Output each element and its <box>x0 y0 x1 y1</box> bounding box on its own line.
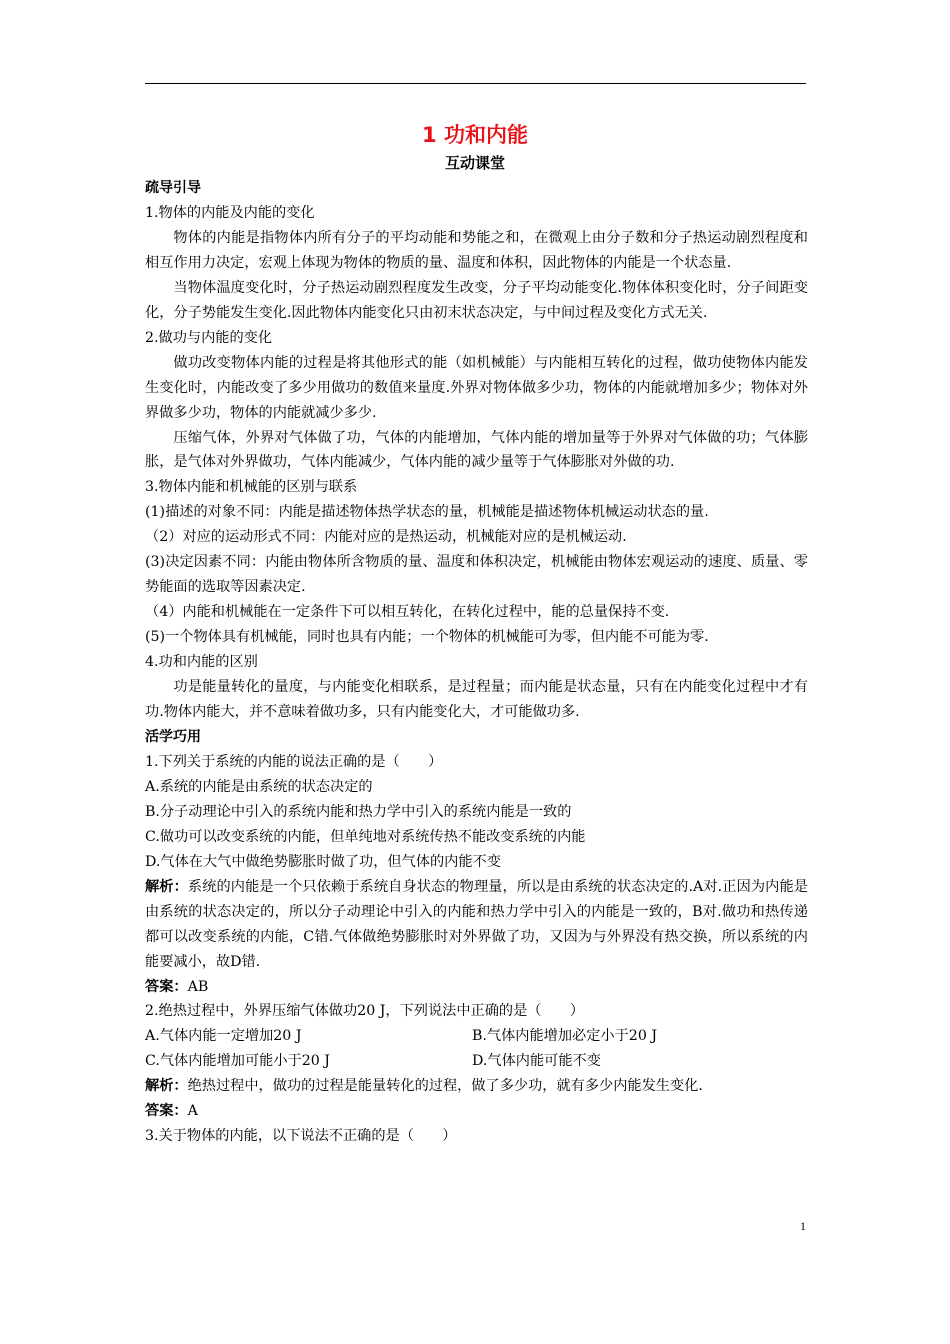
answer-label: 答案： <box>145 1103 188 1120</box>
option-b: B.分子动理论中引入的系统内能和热力学中引入的系统内能是一致的 <box>145 803 572 820</box>
list-item: (1)描述的对象不同：内能是描述物体热学状态的量，机械能是描述物体机械运动状态的量. <box>145 504 709 521</box>
answer-text: A <box>187 1103 198 1120</box>
analysis <box>145 875 808 975</box>
page-subtitle: 互动课堂 <box>444 154 505 172</box>
option-a: A.系统的内能是由系统的状态决定的 <box>145 778 373 795</box>
subsection-heading: 4.功和内能的区别 <box>145 654 258 671</box>
answer-label: 答案： <box>145 978 188 995</box>
analysis <box>145 1074 808 1099</box>
option-c: C.气体内能增加可能小于20 J <box>145 1053 330 1070</box>
section-heading: 疏导引导 <box>145 180 201 196</box>
analysis-text: 绝热过程中，做功的过程是能量转化的过程，做了多少功，就有多少内能发生变化. <box>187 1078 703 1095</box>
subsection-heading: 2.做功与内能的变化 <box>145 329 273 346</box>
analysis-label: 解析： <box>145 878 188 895</box>
document-body <box>145 176 808 1149</box>
answer <box>145 975 808 1000</box>
answer-text: AB <box>187 978 209 995</box>
page-number: 1 <box>800 1219 806 1233</box>
page-title: 1 功和内能 <box>422 123 528 147</box>
paragraph: 当物体温度变化时，分子热运动剧烈程度发生改变，分子平均动能变化.物体体积变化时，分子间距变化，分子势能发生变化.因此物体内能变化只由初末状态决定，与中间过程及变化方式无关. <box>145 279 808 321</box>
paragraph: 功是能量转化的量度，与内能变化相联系，是过程量；而内能是状态量，只有在内能变化过程中才有功.物体内能大，并不意味着做功多，只有内能变化大，才可能做功多. <box>145 679 808 721</box>
option-d: D.气体内能可能不变 <box>472 1053 601 1070</box>
list-item: (3)决定因素不同：内能由物体所含物质的量、温度和体积决定，机械能由物体宏观运动的速度、质量、零势能面的选取等因素决定. <box>145 554 808 596</box>
option-d: D.气体在大气中做绝势膨胀时做了功，但气体的内能不变 <box>145 853 501 870</box>
options-row <box>145 1024 808 1049</box>
list-item: (5)一个物体具有机械能，同时也具有内能；一个物体的机械能可为零，但内能不可能为零. <box>145 629 709 646</box>
question-stem: 3.关于物体的内能，以下说法不正确的是（ ） <box>145 1128 457 1145</box>
option-c: C.做功可以改变系统的内能，但单纯地对系统传热不能改变系统的内能 <box>145 828 586 845</box>
paragraph: 物体的内能是指物体内所有分子的平均动能和势能之和，在微观上由分子数和分子热运动剧烈程度和相互作用力决定，宏观上体现为物体的物质的量、温度和体积，因此物体的内能是一个状态量. <box>145 229 808 271</box>
analysis-label: 解析： <box>145 1078 188 1095</box>
list-item: （4）内能和机械能在一定条件下可以相互转化，在转化过程中，能的总量保持不变. <box>145 604 670 621</box>
option-a: A.气体内能一定增加20 J <box>145 1028 302 1045</box>
question-stem: 2.绝热过程中，外界压缩气体做功20 J，下列说法中正确的是（ ） <box>145 1003 585 1020</box>
header-rule <box>145 83 806 84</box>
analysis-text: 系统的内能是一个只依赖于系统自身状态的物理量，所以是由系统的状态决定的.A对.正因为内能是由系统的状态决定的，所以分子动理论中引入的内能和热力学中引入的内能是一致的，B对.做功和热传递都可以改变系统的内能，C错.气体做绝势膨胀时对外界做了功，又因为与外界没有热交换，所以系统的内能要减小，故D错. <box>145 878 808 970</box>
paragraph: 做功改变物体内能的过程是将其他形式的能（如机械能）与内能相互转化的过程，做功使物体内能发生变化时，内能改变了多少用做功的数值来量度.外界对物体做多少功，物体的内能就增加多少；物体对外界做多少功，物体的内能就减少多少. <box>145 354 808 421</box>
list-item: （2）对应的运动形式不同：内能对应的是热运动，机械能对应的是机械运动. <box>145 529 627 546</box>
section-heading: 活学巧用 <box>145 728 201 745</box>
options-row <box>145 1049 808 1074</box>
option-b: B.气体内能增加必定小于20 J <box>472 1028 658 1045</box>
subsection-heading: 1.物体的内能及内能的变化 <box>145 204 315 221</box>
answer <box>145 1099 808 1124</box>
subsection-heading: 3.物体内能和机械能的区别与联系 <box>145 479 358 496</box>
paragraph: 压缩气体，外界对气体做了功，气体的内能增加，气体内能的增加量等于外界对气体做的功；气体膨胀，是气体对外界做功，气体内能减少，气体内能的减少量等于气体膨胀对外做的功. <box>145 429 808 471</box>
question-stem: 1.下列关于系统的内能的说法正确的是（ ） <box>145 753 443 770</box>
